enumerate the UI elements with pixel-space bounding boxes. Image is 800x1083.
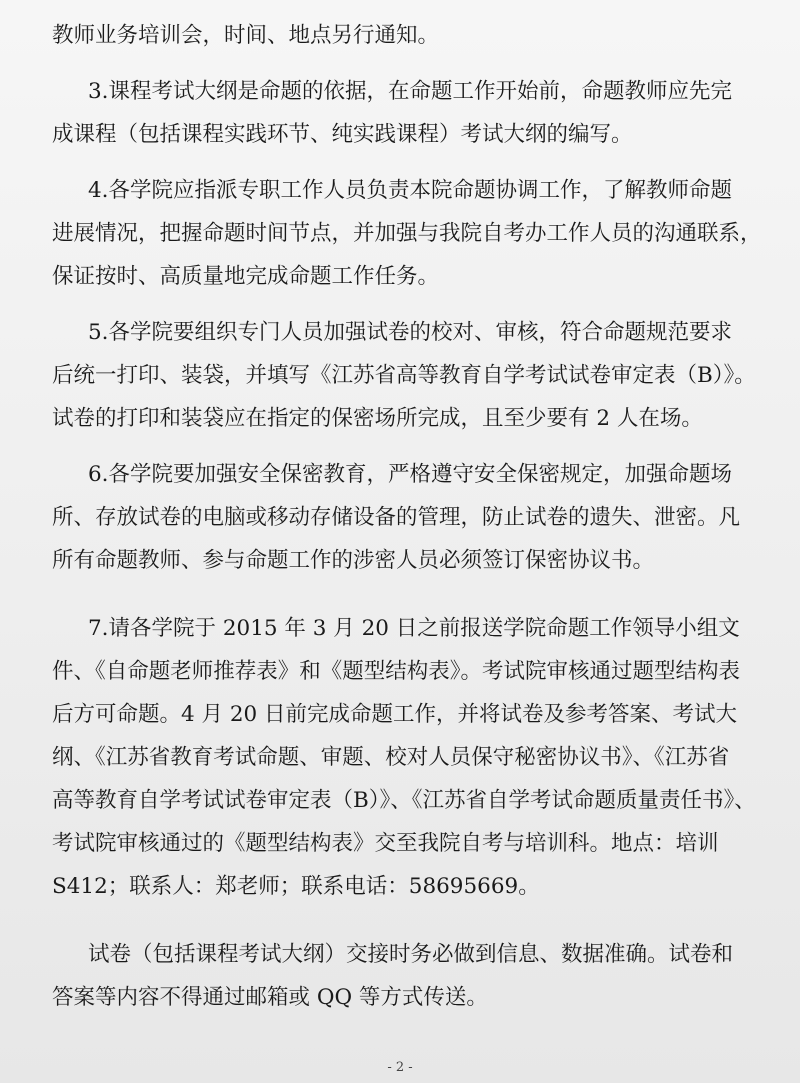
text-line: 保证按时、高质量地完成命题工作任务。 bbox=[52, 264, 440, 289]
text-line: 进展情况，把握命题时间节点，并加强与我院自考办工作人员的沟通联系， bbox=[52, 221, 762, 246]
document-body bbox=[52, 14, 762, 1019]
text-line: 所有命题教师、参与命题工作的涉密人员必须签订保密协议书。 bbox=[52, 548, 655, 573]
text-line: 5.各学院要组织专门人员加强试卷的校对、审核，符合命题规范要求 bbox=[88, 320, 733, 345]
text-line: 件、《自命题老师推荐表》和《题型结构表》。考试院审核通过题型结构表 bbox=[52, 659, 741, 684]
text-line: 所、存放试卷的电脑或移动存储设备的管理，防止试卷的遗失、泄密。凡 bbox=[52, 505, 741, 530]
text-line: 7.请各学院于 2015 年 3 月 20 日之前报送学院命题工作领导小组文 bbox=[88, 616, 740, 641]
text-line: 后统一打印、装袋，并填写《江苏省高等教育自学考试试卷审定表（B）》。 bbox=[52, 363, 756, 388]
text-line: 试卷（包括课程考试大纲）交接时务必做到信息、数据准确。试卷和 bbox=[88, 942, 734, 967]
text-line: 试卷的打印和装袋应在指定的保密场所完成，且至少要有 2 人在场。 bbox=[52, 406, 703, 431]
text-line: 考试院审核通过的《题型结构表》交至我院自考与培训科。地点：培训 bbox=[52, 831, 719, 856]
paragraph-continuation bbox=[52, 14, 738, 57]
text-line: 后方可命题。4 月 20 日前完成命题工作，并将试卷及参考答案、考试大 bbox=[52, 702, 738, 727]
paragraph-item-3 bbox=[52, 70, 738, 156]
paragraph-final-note bbox=[52, 933, 738, 1019]
page-number: - 2 - bbox=[387, 1060, 413, 1075]
text-line: 高等教育自学考试试卷审定表（B）》、《江苏省自学考试命题质量责任书》、 bbox=[52, 788, 756, 813]
paragraph-item-4 bbox=[52, 169, 762, 298]
paragraph-item-7 bbox=[52, 607, 756, 908]
text-line: 6.各学院要加强安全保密教育，严格遵守安全保密规定，加强命题场 bbox=[88, 462, 733, 487]
text-line: 教师业务培训会，时间、地点另行通知。 bbox=[52, 23, 440, 48]
paragraph-item-6 bbox=[52, 453, 741, 582]
text-line: 4.各学院应指派专职工作人员负责本院命题协调工作，了解教师命题 bbox=[88, 178, 733, 203]
text-line: S412；联系人：郑老师；联系电话：58695669。 bbox=[52, 874, 540, 899]
text-line: 成课程（包括课程实践环节、纯实践课程）考试大纲的编写。 bbox=[52, 122, 633, 147]
text-line: 纲、《江苏省教育考试命题、审题、校对人员保守秘密协议书》、《江苏省 bbox=[52, 745, 730, 770]
paragraph-item-5 bbox=[52, 311, 756, 440]
text-line: 答案等内容不得通过邮箱或 QQ 等方式传送。 bbox=[52, 985, 488, 1010]
text-line: 3.课程考试大纲是命题的依据，在命题工作开始前，命题教师应先完 bbox=[88, 79, 733, 104]
